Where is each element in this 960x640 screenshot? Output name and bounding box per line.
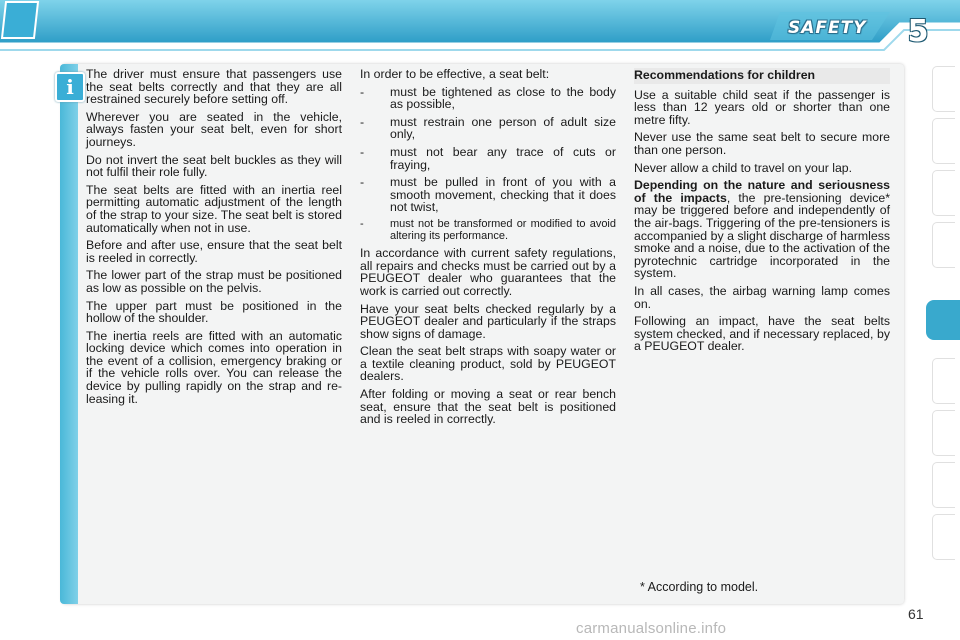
paragraph: Wherever you are seated in the vehicle, always fasten your seat belt, even for short journeys. xyxy=(86,109,342,149)
list-item-text: must not be transformed or modified to avoid altering its performance. xyxy=(390,217,616,242)
bullet-dash: - xyxy=(360,144,365,159)
list-item xyxy=(360,176,616,214)
page-number: 61 xyxy=(908,606,924,622)
paragraph: Never use the same seat belt to secure more than one person. xyxy=(634,130,890,157)
page-header xyxy=(0,0,960,56)
column-seat-belt-effectiveness xyxy=(360,68,616,431)
column-seat-belt-usage xyxy=(86,68,342,410)
bullet-dash: - xyxy=(360,84,365,99)
paragraph: Have your seat belts checked regularly by a PEUGEOT dealer and particularly if the straps show signs of damage. xyxy=(360,301,616,341)
chapter-number: 5 xyxy=(907,14,929,49)
chapter-tab[interactable] xyxy=(932,462,955,508)
paragraph: Do not invert the seat belt buckles as they will not fulfil their role fully. xyxy=(86,152,342,180)
paragraph: The driver must ensure that passengers use the seat belts correctly and that they are all restrained securely before setting off. xyxy=(86,67,342,107)
bullet-list xyxy=(360,86,616,243)
section-heading: Recommendations for children xyxy=(634,68,890,84)
paragraph: The upper part must be positioned in the hollow of the shoulder. xyxy=(86,298,342,326)
bullet-dash: - xyxy=(360,114,365,129)
paragraph: Never allow a child to travel on your lap. xyxy=(634,160,853,175)
chapter-tab[interactable] xyxy=(932,358,955,404)
paragraph: In order to be effective, a seat belt: xyxy=(360,67,550,81)
paragraph: The seat belts are fitted with an inertia reel permitting automatic adjustment of the length of the strap to your size. The seat belt is stored automatically when not in use. xyxy=(86,182,342,235)
chapter-tab[interactable] xyxy=(932,170,955,216)
bullet-dash: - xyxy=(360,175,365,190)
list-item-text: must be pulled in front of you with a smooth movement, checking that it does not twist, xyxy=(390,175,616,215)
section-title: SAFETY xyxy=(788,18,867,38)
paragraph: Clean the seat belt straps with soapy water or a textile cleaning product, sold by PEUGEOT dealers. xyxy=(360,344,616,384)
list-item xyxy=(360,219,616,242)
paragraph: Use a suitable child seat if the passenger is less than 12 years old or shorter than one metre fifty. xyxy=(634,87,890,127)
paragraph: The lower part of the strap must be positioned as low as possible on the pelvis. xyxy=(86,268,342,295)
list-item-text: must be tightened as close to the body as possible, xyxy=(390,84,616,112)
paragraph: The inertia reels are fitted with an automatic locking device which comes into operation in the event of a collision, emergency braking or if the vehicle rolls over. You can release the device by pulling rapidly on the strap and re-leasing it. xyxy=(86,328,342,406)
footnote: * According to model. xyxy=(640,580,759,594)
watermark: carmanualsonline.info xyxy=(576,620,727,637)
info-icon: i xyxy=(55,72,85,102)
chapter-tab[interactable] xyxy=(932,118,955,164)
info-sidebar xyxy=(60,64,78,604)
list-item xyxy=(360,146,616,171)
paragraph: In accordance with current safety regulations, all repairs and checks must be carried out by a PEUGEOT dealer who guarantees that the work is carried out correctly. xyxy=(360,246,616,298)
chapter-tab[interactable] xyxy=(932,222,955,268)
paragraph-text: , the pre-tensioning device* may be triggered before and independently of the air-bags. Triggering of the pre-tensioners is accompanied by a slight discharge of harmless smoke and a noise, due to the activation of the pyrotechnic cartridge incorporated in the system. xyxy=(634,190,890,281)
paragraph: After folding or moving a seat or rear bench seat, ensure that the seat belt is positioned and is reeled in correctly. xyxy=(360,387,616,427)
list-item-text: must restrain one person of adult size only, xyxy=(390,114,616,142)
paragraph xyxy=(634,179,890,280)
paragraph: In all cases, the airbag warning lamp comes on. xyxy=(634,283,890,311)
chapter-tab-active[interactable] xyxy=(926,300,960,340)
paragraph: Following an impact, have the seat belts system checked, and if necessary replaced, by a PEUGEOT dealer. xyxy=(634,314,890,354)
list-item xyxy=(360,116,616,141)
column-child-recommendations xyxy=(634,68,890,358)
chapter-tabs xyxy=(926,66,960,586)
chapter-badge xyxy=(0,0,40,40)
chapter-tab[interactable] xyxy=(932,66,955,112)
list-item xyxy=(360,86,616,111)
paragraph: Before and after use, ensure that the seat belt is reeled in correctly. xyxy=(86,238,342,265)
chapter-tab[interactable] xyxy=(932,410,955,456)
chapter-tab[interactable] xyxy=(932,514,955,560)
bold-text: Depending on the nature and seriousness of the impacts xyxy=(634,178,890,205)
list-item-text: must not bear any trace of cuts or fraying, xyxy=(390,144,616,172)
bullet-dash: - xyxy=(360,217,364,230)
